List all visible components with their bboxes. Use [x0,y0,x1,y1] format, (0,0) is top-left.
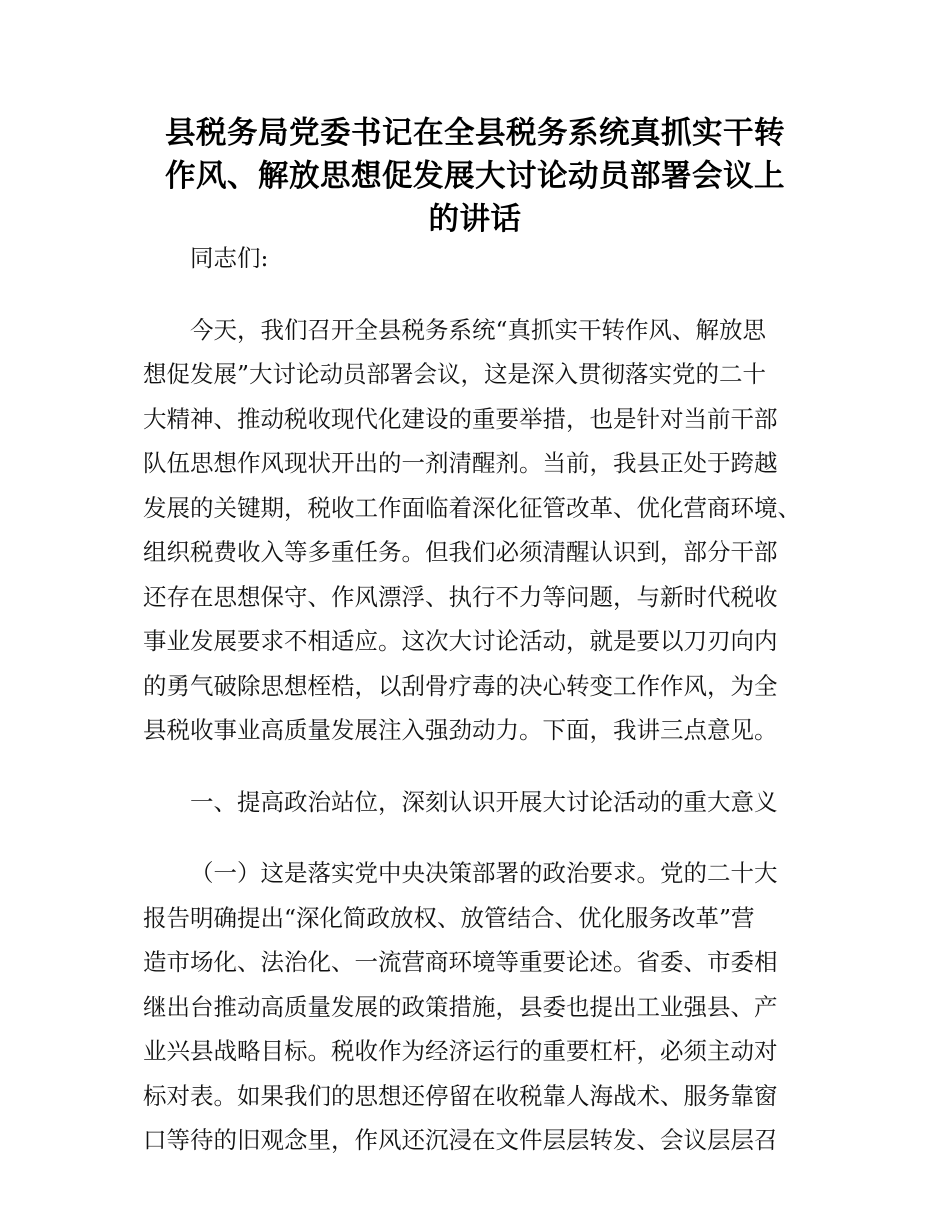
document-body [143,236,810,1163]
paragraph-line: 事业发展要求不相适应。这次大讨论活动，就是要以刀刃向内 [143,627,778,655]
paragraph-line: （一）这是落实党中央决策部署的政治要求。党的二十大 [190,859,778,887]
paragraph-line: 继出台推动高质量发展的政策措施，县委也提出工业强县、产 [143,992,778,1021]
salutation [143,236,810,281]
paragraph-line: 口等待的旧观念里，作风还沉浸在文件层层转发、会议层层召 [143,1126,778,1154]
paragraph-line: 业兴县战略目标。税收作为经济运行的重要杠杆，必须主动对 [143,1037,778,1065]
paragraph-line: 大精神、推动税收现代化建设的重要举措，也是针对当前干部 [143,404,778,433]
paragraph-line: 组织税费收入等多重任务。但我们必须清醒认识到，部分干部 [143,538,778,566]
paragraph-section-1-1 [143,851,810,1163]
title-line: 的讲话 [428,202,522,237]
section-heading-text: 一、提高政治站位，深刻认识开展大讨论活动的重大意义 [190,787,778,816]
title-line: 县税务局党委书记在全县税务系统真抓实干转 [165,116,785,151]
paragraph-line: 还存在思想保守、作风漂浮、执行不力等问题，与新时代税收 [143,582,778,611]
paragraph-line: 造市场化、法治化、一流营商环境等重要论述。省委、市委相 [143,948,778,976]
paragraph-line: 县税收事业高质量发展注入强劲动力。下面，我讲三点意见。 [143,716,778,744]
paragraph-line: 报告明确提出“深化简政放权、放管结合、优化服务改革”营 [143,903,755,932]
document-title [120,112,830,241]
paragraph-line: 想促发展”大讨论动员部署会议，这是深入贯彻落实党的二十 [143,360,767,388]
salutation-text: 同志们: [190,244,269,272]
paragraph-line: 今天，我们召开全县税务系统“真抓实干转作风、解放思 [190,315,767,344]
title-line: 作风、解放思想促发展大讨论动员部署会议上 [165,159,785,194]
paragraph-line: 标对表。如果我们的思想还停留在收税靠人海战术、服务靠窗 [143,1081,778,1110]
paragraph-line: 发展的关键期，税收工作面临着深化征管改革、优化营商环境、 [143,493,801,522]
section-heading-1 [143,780,810,825]
paragraph-line: 队伍思想作风现状开出的一剂清醒剂。当前，我县正处于跨越 [143,449,778,477]
paragraph-line: 的勇气破除思想桎梏，以刮骨疗毒的决心转变工作作风，为全 [143,671,778,700]
paragraph-intro [143,308,810,753]
